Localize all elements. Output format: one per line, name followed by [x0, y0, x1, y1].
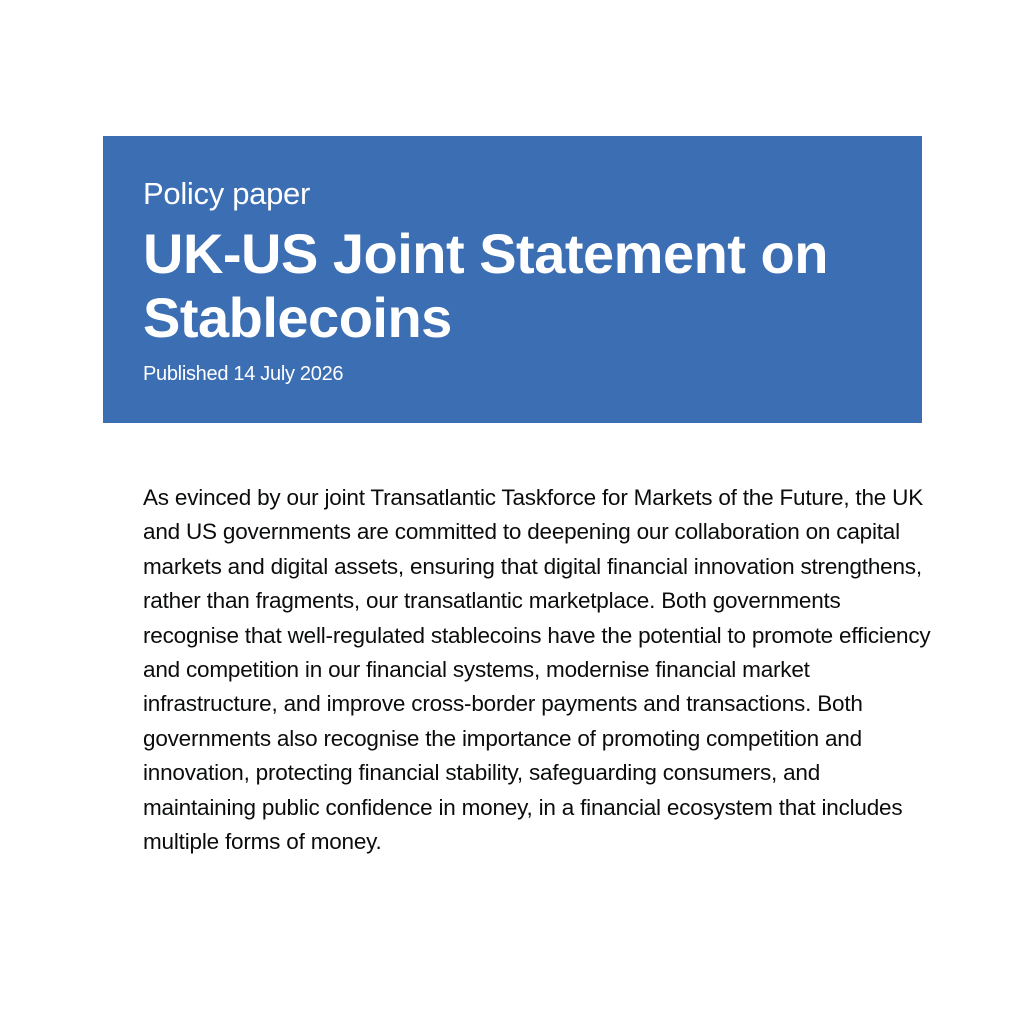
title-banner [103, 136, 922, 423]
published-date: Published 14 July 2026 [143, 363, 344, 385]
statement-paragraph: As evinced by our joint Transatlantic Taskforce for Markets of the Future, the UK and US governments are committed to deepening our collaboration on capital markets and digital assets, ensuring that digital financial innovation strengthens, rather than fragments, our transatlantic marketplace. Both governments recognise that well-regulated stablecoins have the potential to promote efficiency and competition in our financial systems, modernise financial market infrastructure, and improve cross-border payments and transactions. Both governments also recognise the importance of promoting competition and innovation, protecting financial stability, safeguarding consumers, and maintaining public confidence in money, in a financial ecosystem that includes multiple forms of money. [143, 485, 931, 855]
page-title: UK-US Joint Statement on Stablecoins [143, 222, 828, 349]
document-type-label: Policy paper [143, 176, 310, 211]
